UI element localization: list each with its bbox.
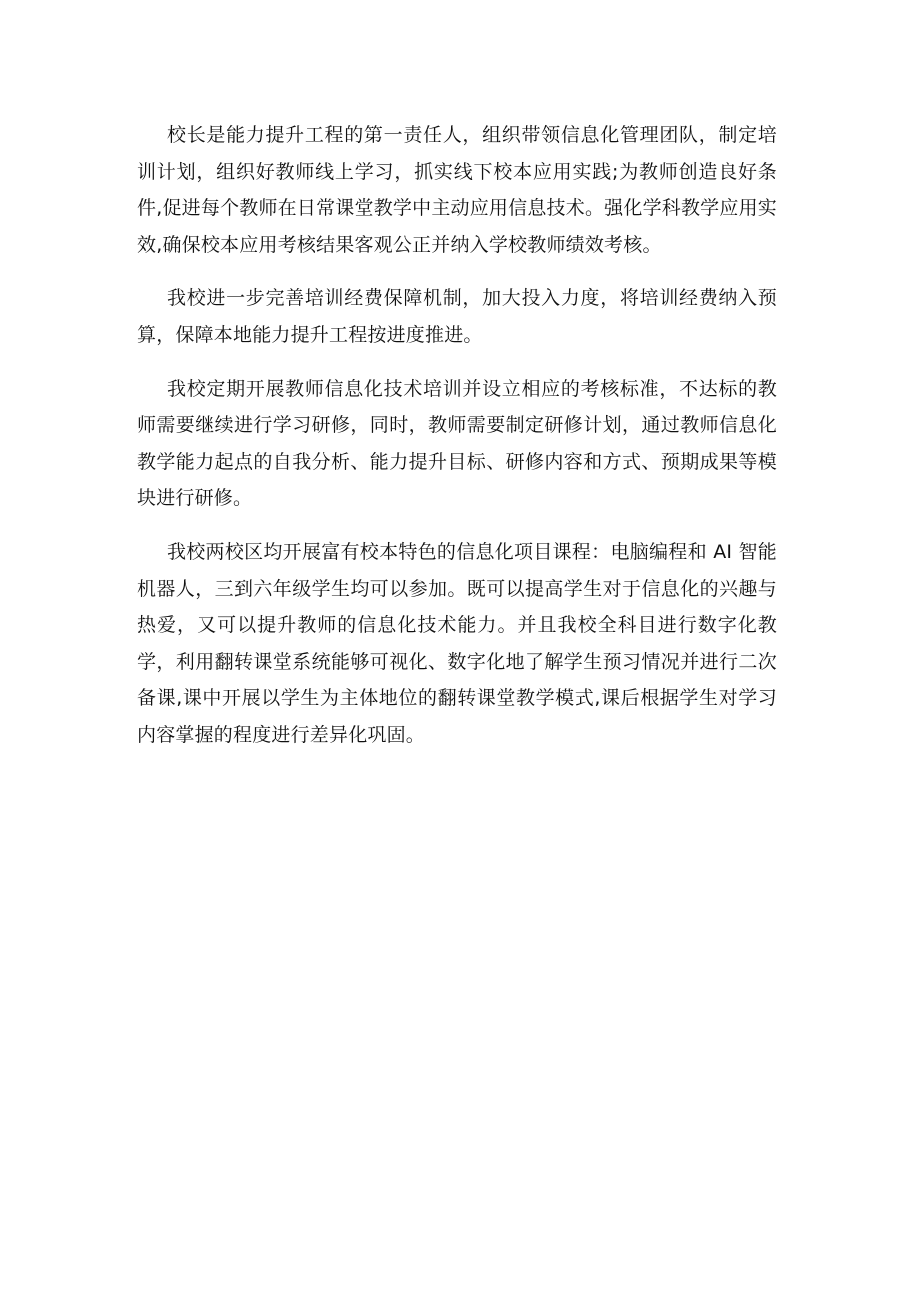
- paragraph-teacher-training: 我校定期开展教师信息化技术培训并设立相应的考核标准，不达标的教师需要继续进行学习研修，同时，教师需要制定研修计划，通过教师信息化教学能力起点的自我分析、能力提升目标、研修内容和方式、预期成果等模块进行研修。: [137, 377, 777, 510]
- document-body: [137, 117, 777, 771]
- paragraph-principal-responsibility: 校长是能力提升工程的第一责任人，组织带领信息化管理团队，制定培训计划，组织好教师线上学习，抓实线下校本应用实践;为教师创造良好条件,促进每个教师在日常课堂教学中主动应用信息技术。强化学科教学应用实效,确保校本应用考核结果客观公正并纳入学校教师绩效考核。: [137, 124, 777, 256]
- paragraph-training-funding: 我校进一步完善培训经费保障机制，加大投入力度，将培训经费纳入预算，保障本地能力提升工程按进度推进。: [137, 287, 777, 346]
- paragraph-curriculum-projects: 我校两校区均开展富有校本特色的信息化项目课程：电脑编程和 AI 智能机器人，三到六年级学生均可以参加。既可以提高学生对于信息化的兴趣与热爱，又可以提升教师的信息化技术能力。并且我校全科目进行数字化教学，利用翻转课堂系统能够可视化、数字化地了解学生预习情况并进行二次备课,课中开展以学生为主体地位的翻转课堂教学模式,课后根据学生对学习内容掌握的程度进行差异化巩固。: [137, 540, 777, 746]
